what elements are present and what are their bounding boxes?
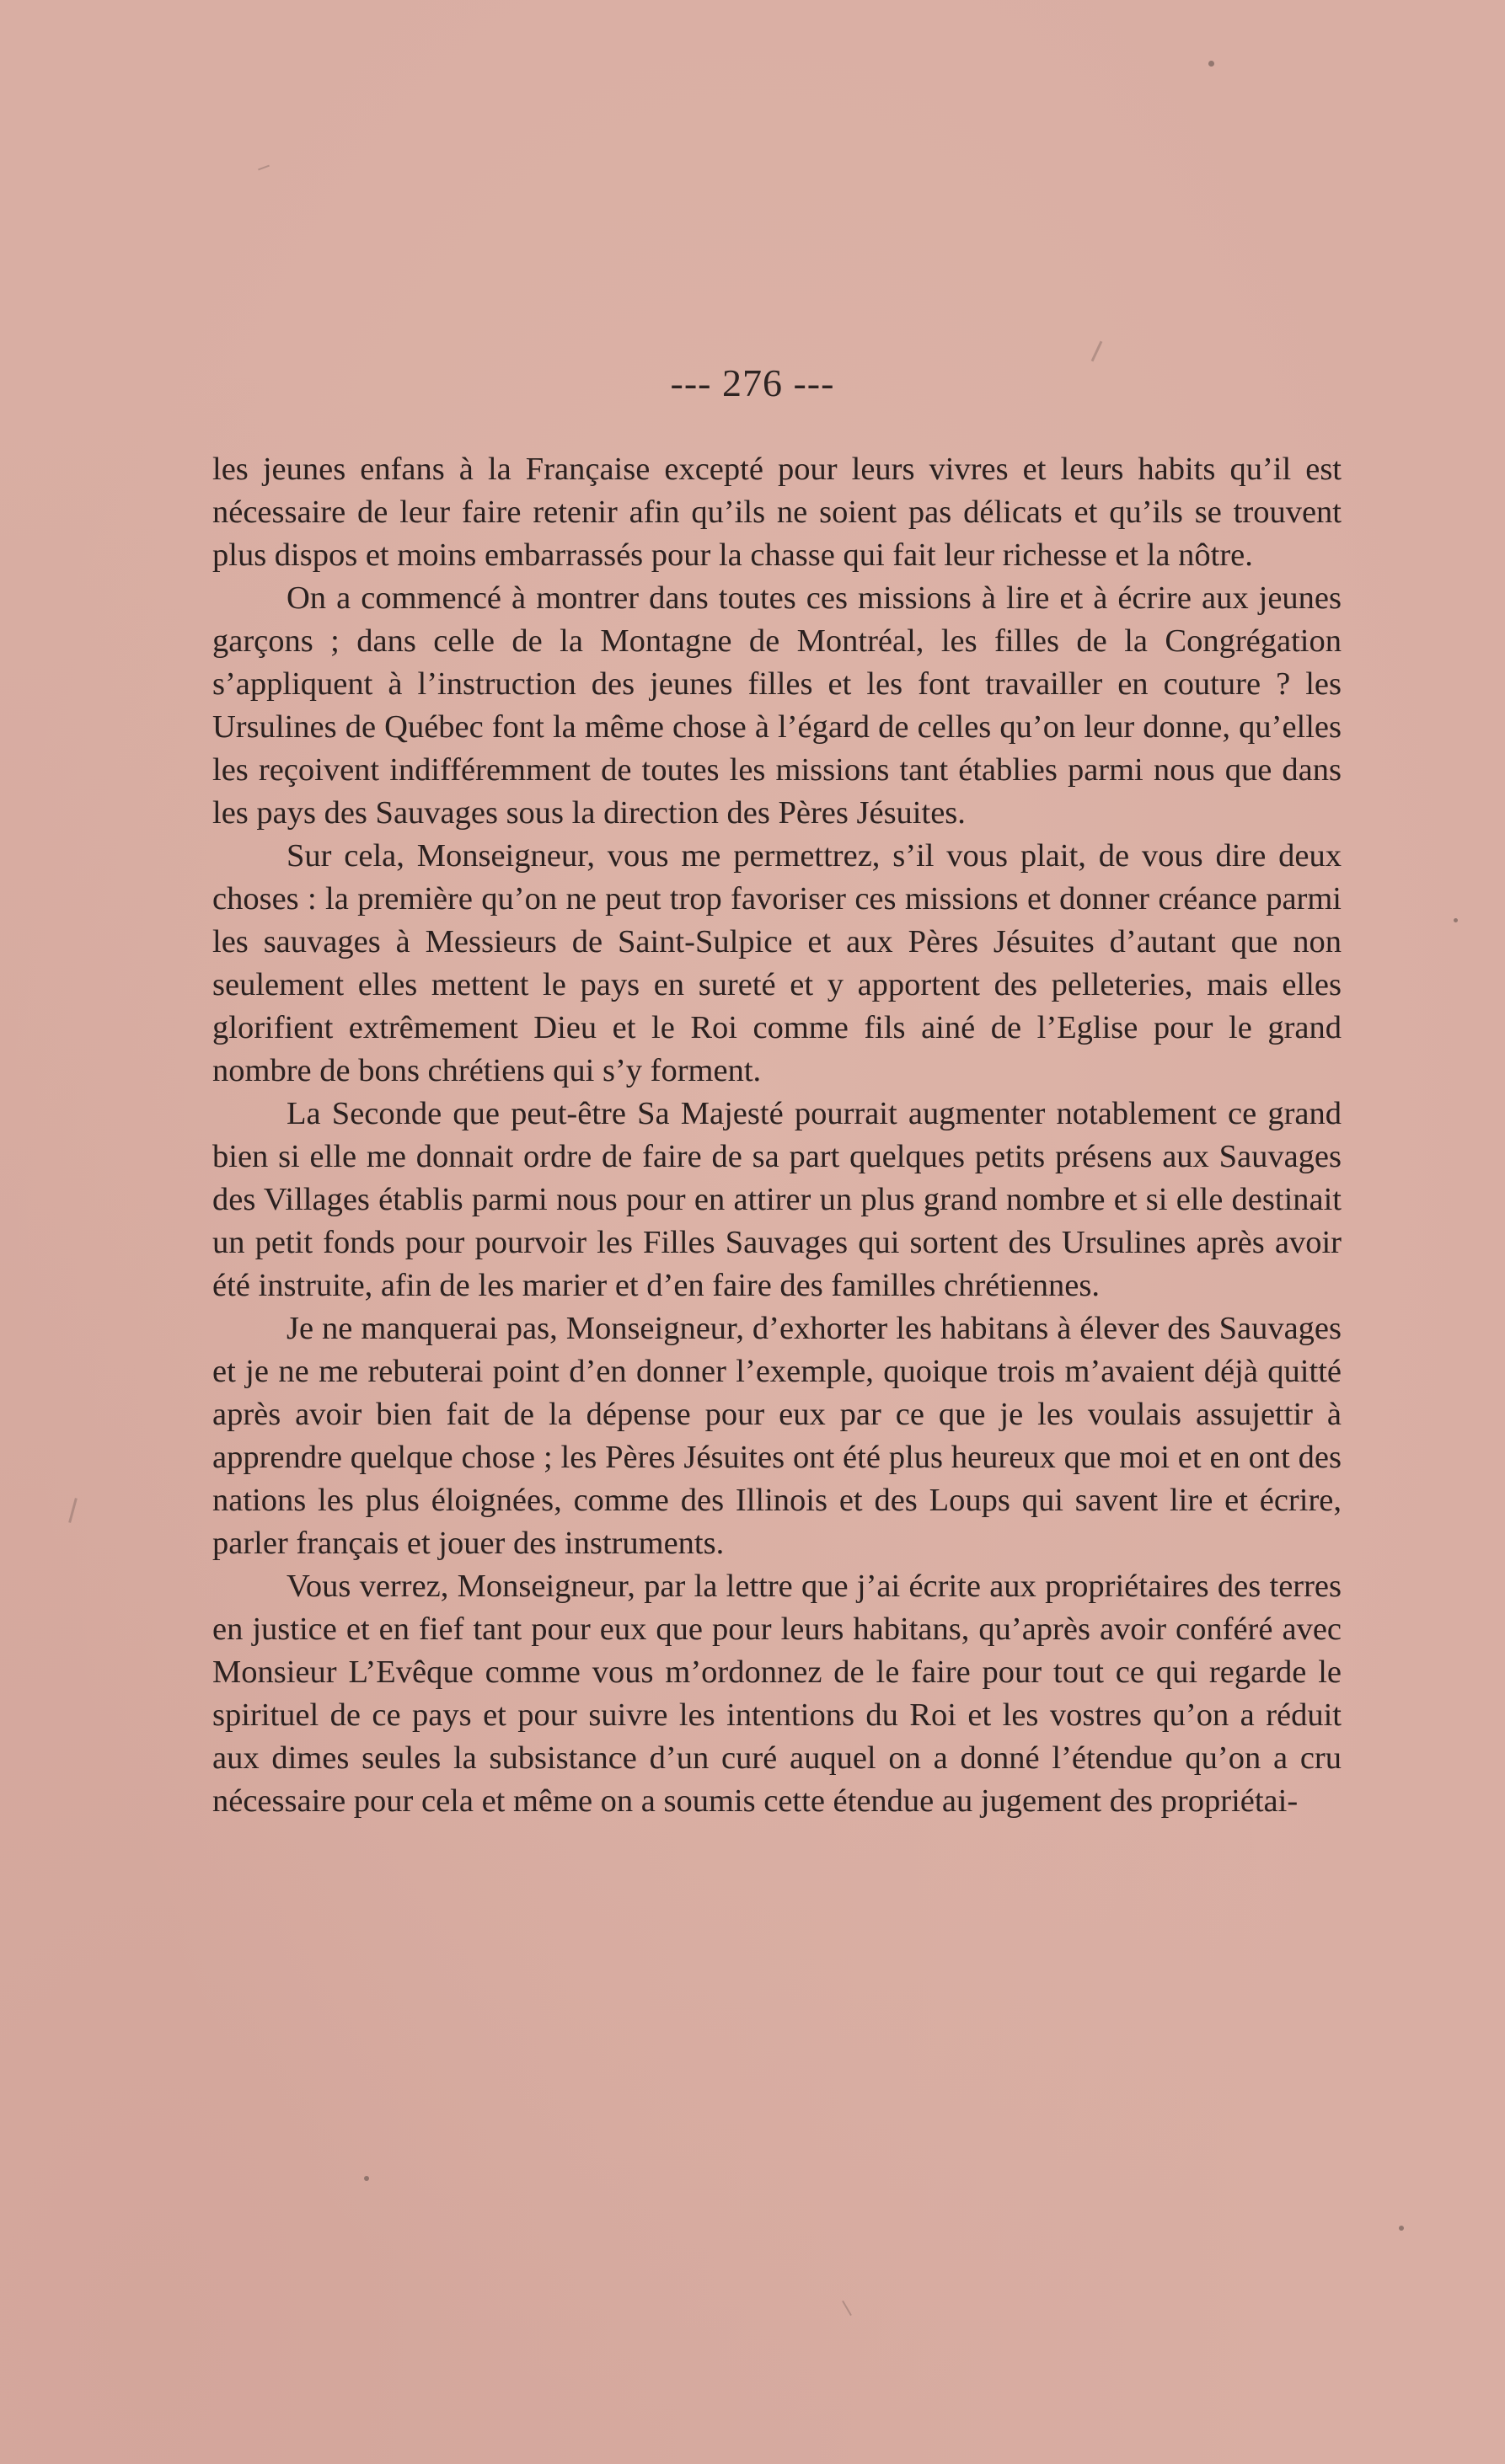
paper-speck — [1208, 61, 1214, 67]
paragraph-1: les jeunes enfans à la Française excepté pour leurs vivres et leurs habits qu’il est nécessaire de leur faire retenir afin qu’ils ne soient pas délicats et qu’ils se trouvent plus dispos et moins embarrassés pour la chasse qui fait leur richesse et la nôtre. — [212, 452, 1342, 573]
paragraph-6: Vous verrez, Monseigneur, par la lettre que j’ai écrite aux propriétaires des terres en justice et en fief tant pour eux que pour leurs habitans, qu’après avoir conféré avec Monsieur L’Evêque comme vous m’ordonnez de le faire pour tout ce qui regarde le spirituel de ce pays et pour suivre les intentions du Roi et les vostres qu’on a réduit aux dimes seules la subsistance d’un curé auquel on a donné l’étendue qu’on a cru nécessaire pour cela et même on a soumis cette étendue au jugement des propriétai- — [212, 1569, 1342, 1819]
paragraph-2: On a commencé à montrer dans toutes ces missions à lire et à écrire aux jeunes garçons ; dans celle de la Montagne de Montréal, les filles de la Congrégation s’appliquent à l’instruction des jeunes filles et les font travailler en couture ? les Ursulines de Québec font la même chose à l’égard de celles qu’on leur donne, qu’elles les reçoivent indifféremment de toutes les missions tant établies parmi nous que dans les pays des Sauvages sous la direction des Pères Jésuites. — [212, 580, 1342, 831]
paragraph-4: La Seconde que peut-être Sa Majesté pourrait augmenter notablement ce grand bien si elle me donnait ordre de faire de sa part quelques petits présens aux Sauvages des Villages établis parmi nous pour en attirer un plus grand nombre et si elle destinait un petit fonds pour pourvoir les Filles Sauvages qui sortent des Ursulines après avoir été instruite, afin de les marier et d’en faire des familles chrétiennes. — [212, 1096, 1342, 1303]
page-number: --- 276 --- — [670, 361, 835, 404]
paragraph-5: Je ne manquerai pas, Monseigneur, d’exhorter les habitans à élever des Sauvages et je ne me rebuterai point d’en donner l’exemple, quoique trois m’avaient déjà quitté après avoir bien fait de la dépense pour eux par ce que je les voulais assujettir à apprendre quelque chose ; les Pères Jésuites ont été plus heureux que moi et en ont des nations les plus éloignées, comme des Illinois et des Loups qui savent lire et écrire, parler français et jouer des instruments. — [212, 1311, 1342, 1561]
paper-speck — [364, 2176, 369, 2181]
paper-scratch — [68, 1498, 78, 1523]
paper-scratch — [258, 165, 270, 171]
paper-scratch — [842, 2301, 852, 2316]
paper-speck — [1399, 2226, 1404, 2231]
paper-scratch — [1091, 341, 1103, 362]
paragraph-3: Sur cela, Monseigneur, vous me permettrez, s’il vous plait, de vous dire deux choses : la première qu’on ne peut trop favoriser ces missions et donner créance parmi les sauvages à Messieurs de Saint-Sulpice et aux Pères Jésuites d’autant que non seulement elles mettent le pays en sureté et y apportent des pelleteries, mais elles glorifient extrêmement Dieu et le Roi comme fils ainé de l’Eglise pour le grand nombre de bons chrétiens qui s’y forment. — [212, 838, 1342, 1088]
paper-speck — [1454, 918, 1458, 922]
body-text — [212, 448, 1342, 1823]
